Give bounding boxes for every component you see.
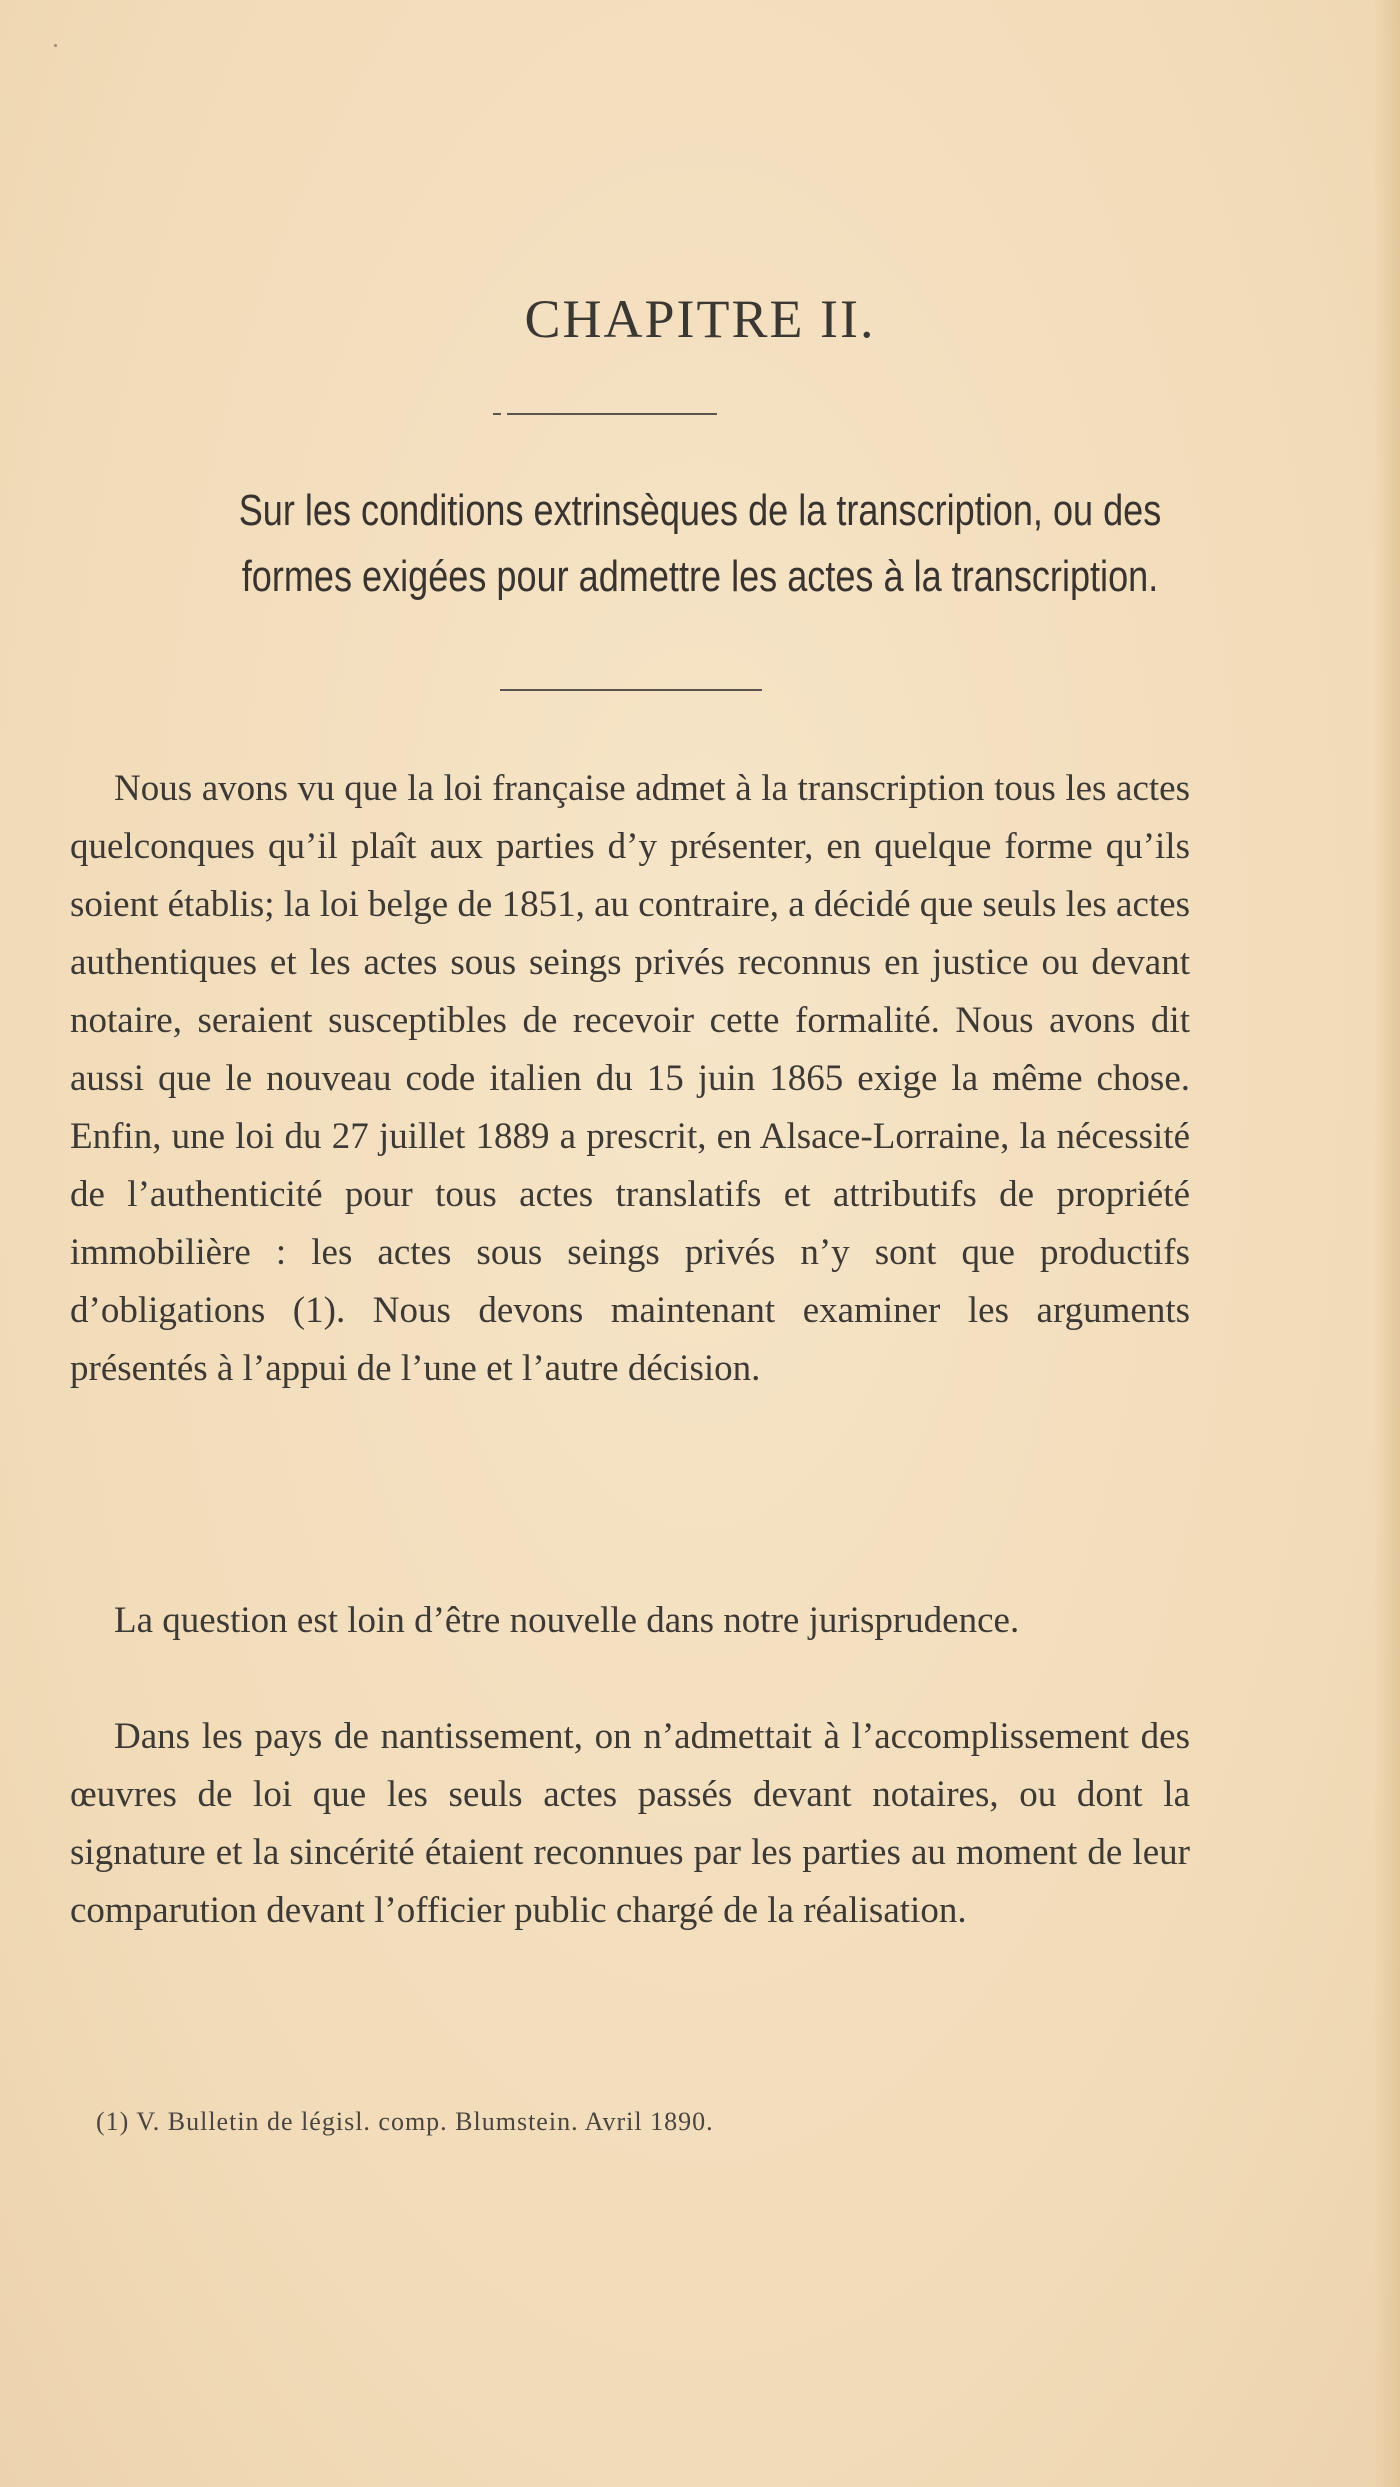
chapter-subtitle [175, 478, 1225, 610]
subtitle-line-2: formes exigées pour admettre les actes à la transcription. [241, 552, 1159, 601]
footnote: (1) V. Bulletin de législ. comp. Blumstein. Avril 1890. [96, 2107, 714, 2136]
paragraph-1 [70, 760, 1190, 1398]
title-rule-dash [493, 413, 501, 415]
chapter-title: CHAPITRE II. [524, 289, 876, 349]
paper-speck [54, 44, 57, 47]
section-rule [500, 689, 762, 691]
paragraph-3 [70, 1708, 1190, 1940]
subtitle-line-1: Sur les conditions extrinsèques de la transcription, ou des [238, 486, 1162, 535]
paragraph-text: La question est loin d’être nouvelle dans notre jurisprudence. [114, 1600, 1020, 1641]
paragraph-text: Nous avons vu que la loi française admet à la transcription tous les actes quelconques qu’il plaît aux parties d’y présenter, en quelque forme qu’ils soient établis; la loi belge de 1851, au contraire, a décidé que seuls les actes authentiques et les actes sous seings privés reconnus en justice ou devant notaire, seraient susceptibles de recevoir cette formalité. Nous avons dit aussi que le nouveau code italien du 15 juin 1865 exige la même chose. Enfin, une loi du 27 juillet 1889 a prescrit, en Alsace-Lorraine, la nécessité de l’authenticité pour tous actes translatifs et attributifs de propriété immobilière : les actes sous seings privés n’y sont que productifs d’obligations (1). Nous devons maintenant examiner les arguments présentés à l’appui de l’une et l’autre décision. [70, 768, 1190, 1389]
paragraph-2 [70, 1592, 1190, 1650]
paragraph-text: Dans les pays de nantissement, on n’admettait à l’accomplissement des œuvres de loi que les seuls actes passés devant notaires, ou dont la signature et la sincérité étaient reconnues par les parties au moment de leur comparution devant l’officier public chargé de la réalisation. [70, 1716, 1190, 1931]
title-rule [507, 413, 717, 415]
page-edge [1374, 0, 1400, 2487]
